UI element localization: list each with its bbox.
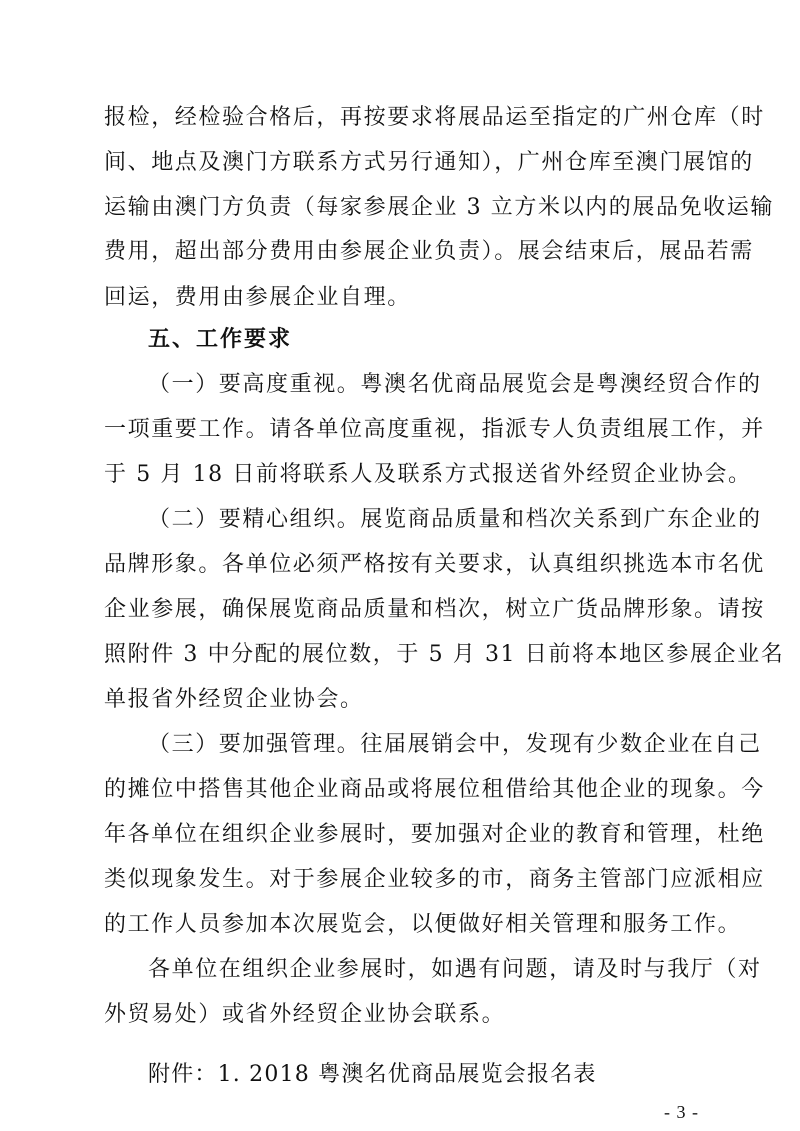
body-text-line: 于 5 月 18 日前将联系人及联系方式报送省外经贸企业协会。 xyxy=(104,462,752,487)
body-text-line: 费用，超出部分费用由参展企业负责）。展会结束后，展品若需 xyxy=(104,239,754,264)
body-text-line: （一）要高度重视。粤澳名优商品展览会是粤澳经贸合作的 xyxy=(148,372,762,397)
body-text-line: 品牌形象。各单位必须严格按有关要求，认真组织挑选本市名优 xyxy=(104,552,765,577)
body-text-line: 外贸易处）或省外经贸企业协会联系。 xyxy=(104,1002,506,1027)
body-text-line: 报检，经检验合格后，再按要求将展品运至指定的广州仓库（时 xyxy=(104,105,765,130)
body-text-line: （三）要加强管理。往届展销会中，发现有少数企业在自己 xyxy=(148,732,762,757)
body-text-line: 类似现象发生。对于参展企业较多的市，商务主管部门应派相应 xyxy=(104,867,765,892)
body-text-line: 的工作人员参加本次展览会，以便做好相关管理和服务工作。 xyxy=(104,912,742,937)
body-text-line: 间、地点及澳门方联系方式另行通知），广州仓库至澳门展馆的 xyxy=(104,150,754,175)
body-text-line: （二）要精心组织。展览商品质量和档次关系到广东企业的 xyxy=(148,507,762,532)
body-text-line: 年各单位在组织企业参展时，要加强对企业的教育和管理，杜绝 xyxy=(104,822,765,847)
body-text-line: 运输由澳门方负责（每家参展企业 3 立方米以内的展品免收运输 xyxy=(104,195,774,220)
body-text-line: 的摊位中搭售其他企业商品或将展位租借给其他企业的现象。今 xyxy=(104,777,765,802)
attachment-line: 附件：1. 2018 粤澳名优商品展览会报名表 xyxy=(148,1062,597,1087)
body-text-line: 企业参展，确保展览商品质量和档次，树立广货品牌形象。请按 xyxy=(104,597,765,622)
page-number: - 3 - xyxy=(664,1102,699,1122)
section-heading: 五、工作要求 xyxy=(148,327,293,352)
body-text-line: 回运，费用由参展企业自理。 xyxy=(104,285,411,310)
body-text-line: 一项重要工作。请各单位高度重视，指派专人负责组展工作，并 xyxy=(104,417,765,442)
body-text-line: 各单位在组织企业参展时，如遇有问题，请及时与我厅（对 xyxy=(148,957,762,982)
body-text-line: 单报省外经贸企业协会。 xyxy=(104,687,364,712)
body-text-line: 照附件 3 中分配的展位数，于 5 月 31 日前将本地区参展企业名 xyxy=(104,642,785,667)
